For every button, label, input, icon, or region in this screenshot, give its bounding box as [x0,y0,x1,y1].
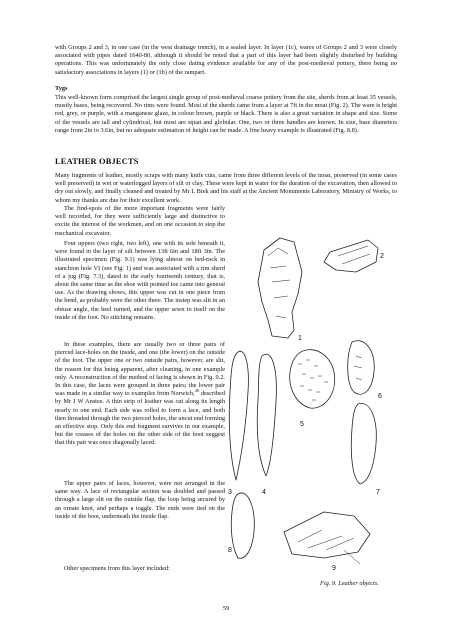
drawing-shoe-upper [258,238,302,338]
drawing-piece-9 [284,512,370,558]
footnote-marker: 40 [194,388,200,394]
figure-label-9: 9 [332,565,336,572]
leather-paragraph: Many fragments of leather, mostly scraps with many knife cuts, came from three different levels of the moat, preserved (in some cases well preserved) in wet or waterlogged layers of silt or clay. These were kept in water for the duration of the excavation, then allowed to dry out slowly, and finally cleaned and treated by Mr L Biek and his staff at the Ancient Monuments Laboratory, Ministry of Works, to whom my thanks are due for their excellent work. [55,172,397,204]
intro-paragraph: with Groups 2 and 3, in one case (in the west drainage trench), in a sealed layer. In layer (1c), wares of Groups 2 and 3 were closely associated with pipes dated 1640-80, although it should be noted that a part of this layer had been slightly disturbed by building operations. This was unfortunately the only close dating evidence available for any of the post-medieval pottery, there being no satisfactory associations in layers (1) or (1b) of the rampart. [55,44,397,76]
uppers-paragraph: Four uppers (two right, two left), one with its sole beneath it, were found in the layer of silt between 13ft 6in and 18ft 3in. The illustrated specimen (Fig. 9.1) was lying almost on bed-rock in stanchion hole VI (see Fig. 1) and was associated with a rim sherd of a jug (Fig. 7.3), dated to the early fourteenth century, that is, about the same time as the shoe with pointed toe came into general use. As the drawing shows, this upper was cut in one piece from the bend, as probably were the other three. The instep was slit in an obtuse angle, the heel turned, and the upper sewn to itself on the inside of the foot. No stitching remains. [55,240,225,321]
figure-label-6: 6 [378,393,382,400]
figure-caption: Fig. 9. Leather objects. [320,580,379,587]
figure-label-1: 1 [298,335,302,342]
figure-label-3: 3 [228,489,232,496]
laces-text-a: In these examples, there are usually two or three pairs of pierced lace-holes on the inside, and one (the lower) on the outside of the foot. The upper one or two outside pairs, however, are slit, the reason for this being apparent, after cleaning, in one example only. A reconstruction of the method of lacing is shown in Fig. 9.2. In this case, the laces were grouped in three pairs; the lower pair was made in a similar way to examples from Norwich, [55,341,225,398]
drawing-fragment-6 [348,341,374,395]
drawing-flap [324,240,378,272]
figure-label-8: 8 [228,547,232,554]
figure-label-5: 5 [300,421,304,428]
figure-label-7: 7 [376,489,380,496]
drawing-sole-3 [229,351,248,480]
leather-drawings [228,232,400,577]
page-number: 59 [222,605,230,612]
laces-text-b: described by Mr J W Anstee. A thin strip of leather was cut along its length nearly to one end. Each side was rolled to form a lace, and both then threaded through the two pierced holes, the uncut end forming an effective stop. Only this end fragment survives in our example, but the creases of the holes on the other side of the boot suggest that this pair was once diagonally laced. [55,390,225,447]
drawing-fragment-5 [290,350,335,408]
drawing-sole-4 [257,354,276,476]
leather-objects-figure [228,232,400,577]
tygs-heading: Tygs [55,85,68,92]
drawing-heel-8 [231,493,254,558]
other-specimens-line: Other specimens from this layer included: [64,565,170,572]
findspots-paragraph: The find-spots of the more important fragments were fairly well recorded, for they were sufficiently large and distinctive to excite the interest of the workmen, and on one occasion to stop the mechanical excavator. [55,205,225,237]
figure-label-4: 4 [262,489,266,496]
tygs-paragraph: This well-known form comprised the largest single group of post-medieval coarse pottery from the site, sherds from at least 35 vessels, mostly bases, being recovered. No rims were found. Most of the sherds came from a layer at 7ft in the moat (Fig. 2). The ware is bright red, grey, or purple, with a manganese glaze, in colour brown, purple or black. There is also a great variation in shape and size. Some of the vessels are tall and cylindrical, but most are squat and globular. One, two or three handles are known. In size, base diameters range from 2in to 3.6in, but no adequate estimation of height can be made. A fine heavy example is illustrated (Fig. 8.8). [55,94,397,134]
drawing-strap-7 [351,403,376,484]
laces-paragraph [55,341,225,448]
leather-heading: LEATHER OBJECTS [55,157,139,166]
figure-label-2: 2 [380,253,384,260]
upper-pairs-paragraph: The upper pairs of laces, however, were not arranged in the same way. A lace of rectangular section was doubled and passed through a large slit on the outside flap, the loop being secured by an ornate knot, and perhaps a toggle. The ends were tied on the inside of the boot, underneath the inside flap. [55,480,225,520]
